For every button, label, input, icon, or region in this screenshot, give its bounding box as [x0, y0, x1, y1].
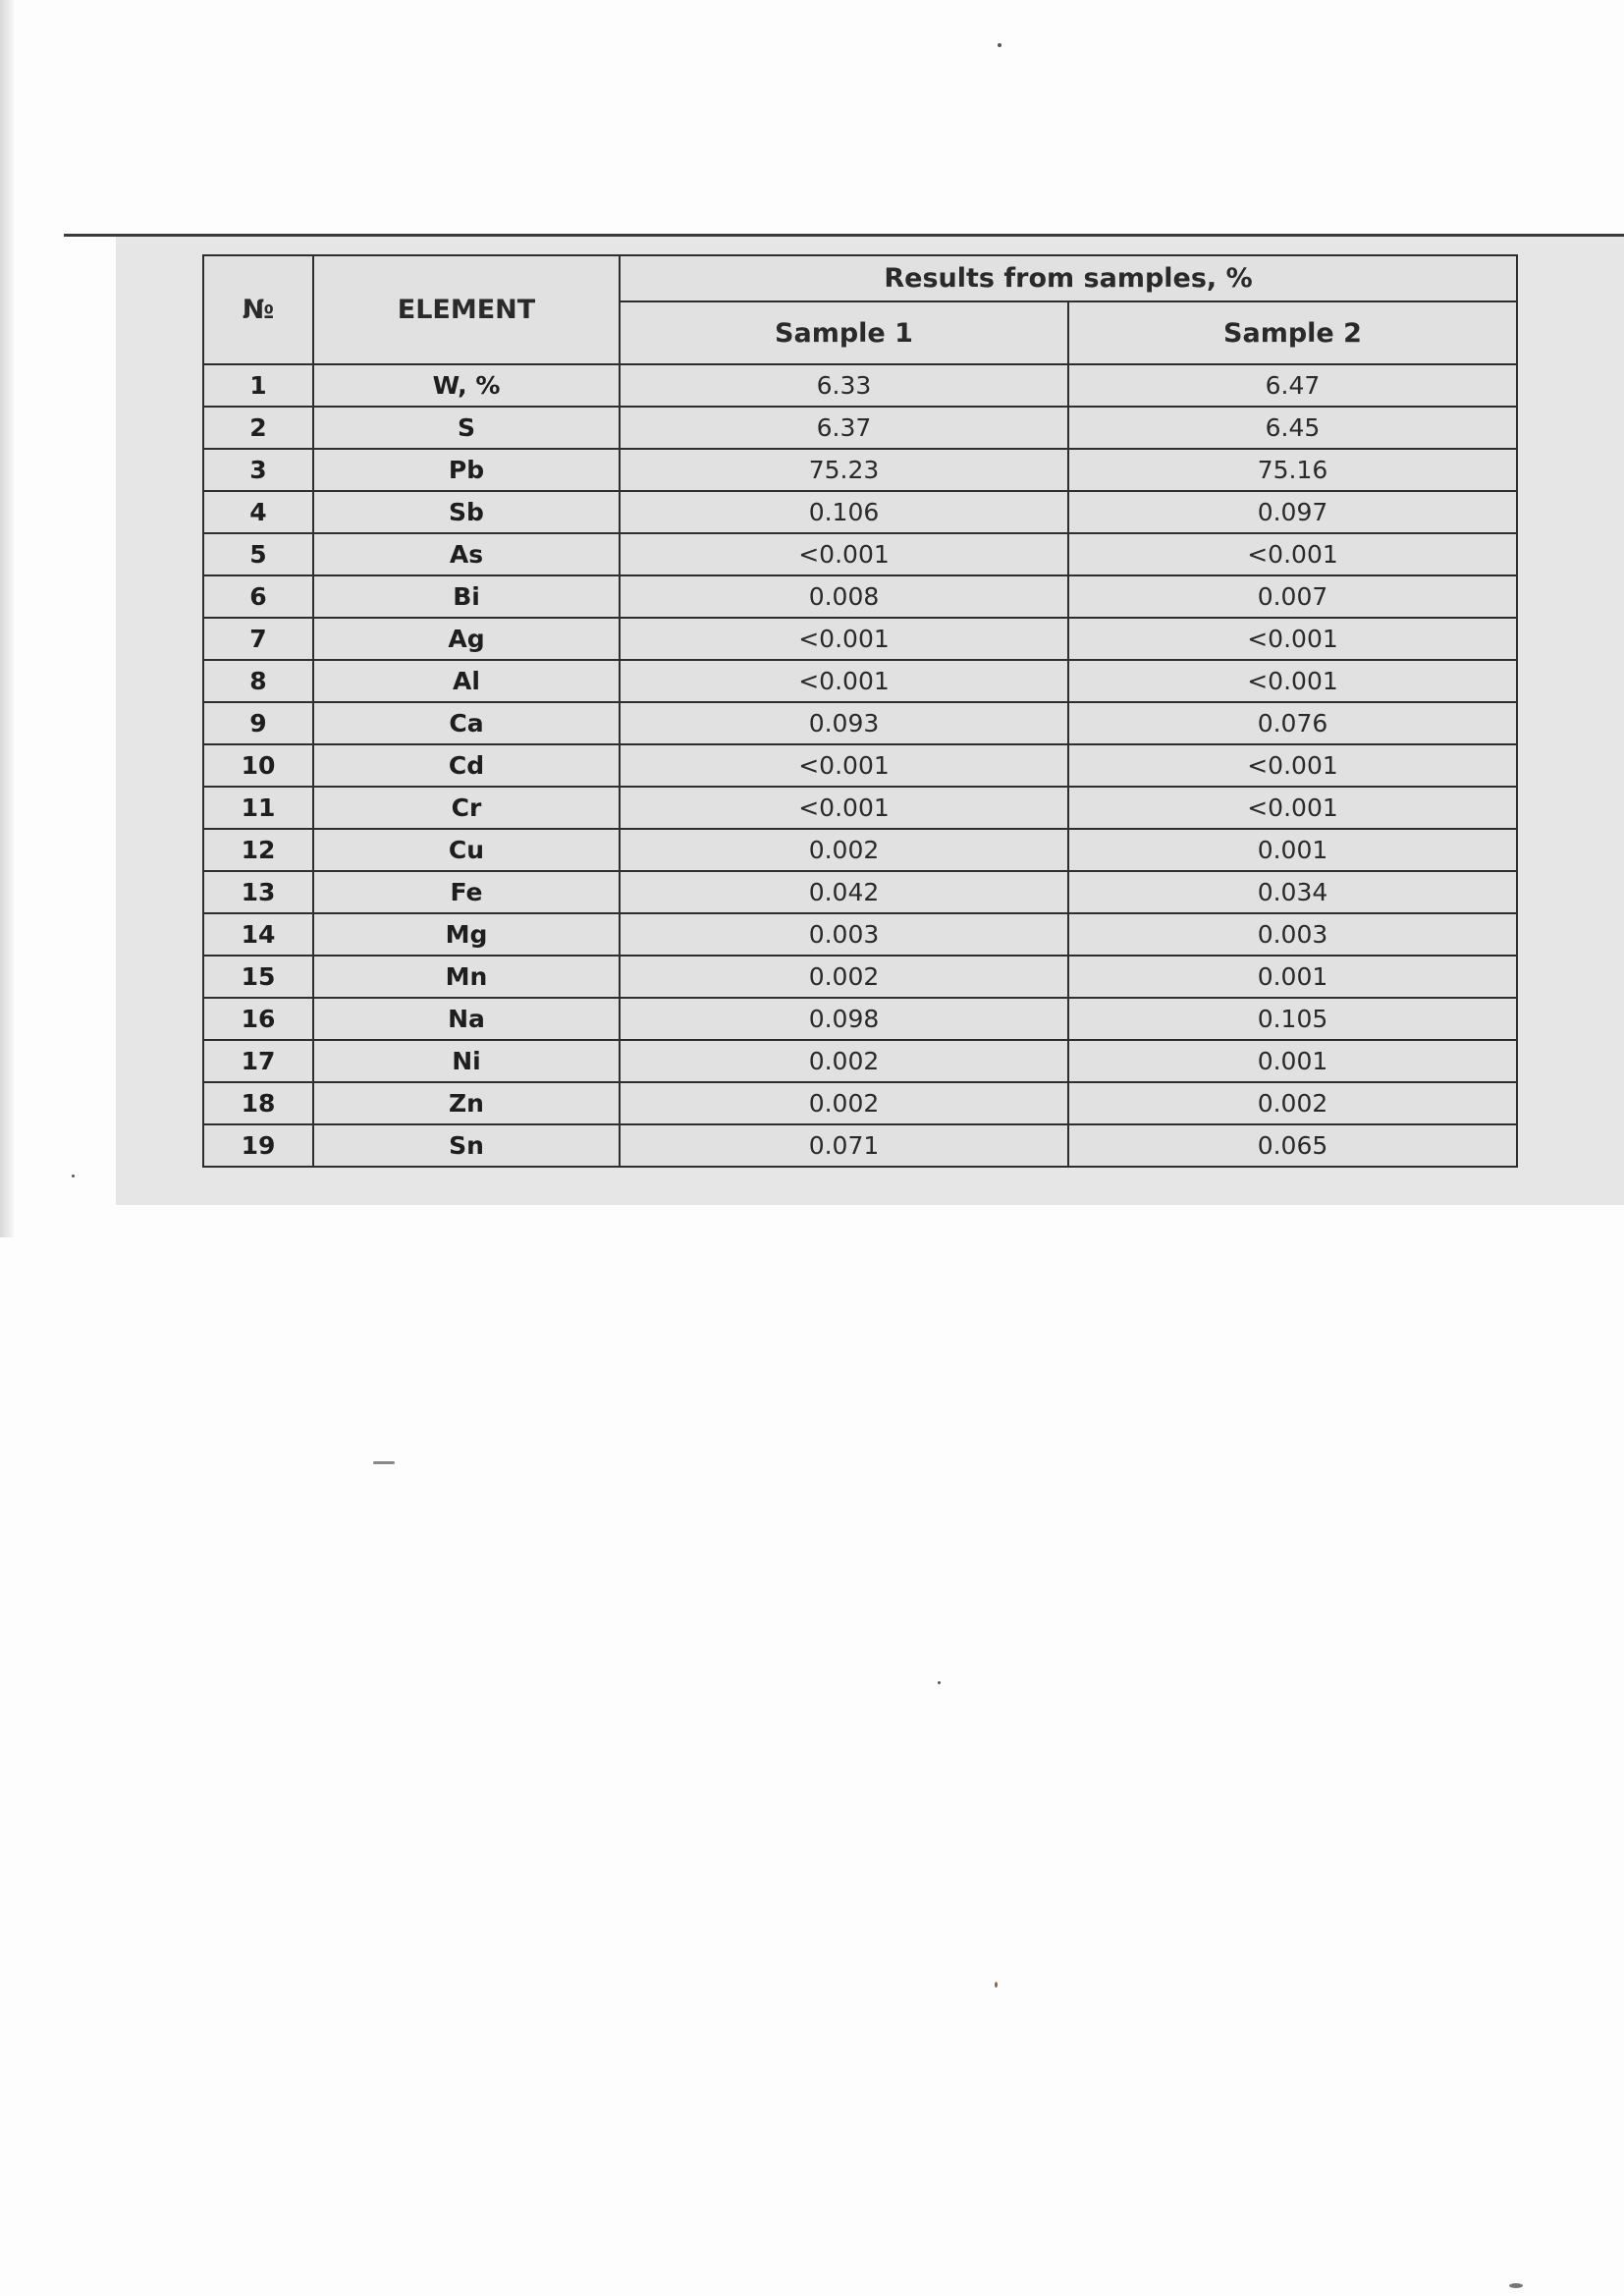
row-sample-1-value: <0.001	[620, 533, 1068, 575]
table-row	[203, 829, 1517, 871]
row-number: 10	[203, 744, 313, 787]
row-sample-1-value: <0.001	[620, 744, 1068, 787]
row-number: 17	[203, 1040, 313, 1082]
row-sample-1-value: <0.001	[620, 660, 1068, 702]
row-sample-1-value: 0.002	[620, 829, 1068, 871]
table-row	[203, 956, 1517, 998]
table-row	[203, 618, 1517, 660]
table-row	[203, 787, 1517, 829]
row-sample-2-value: 0.034	[1068, 871, 1517, 913]
row-element: S	[313, 407, 620, 449]
row-sample-1-value: 0.106	[620, 491, 1068, 533]
row-element: Zn	[313, 1082, 620, 1124]
row-element: Mn	[313, 956, 620, 998]
row-element: Na	[313, 998, 620, 1040]
row-element: Ni	[313, 1040, 620, 1082]
table-row	[203, 998, 1517, 1040]
scan-speck	[938, 1681, 941, 1684]
row-element: Mg	[313, 913, 620, 956]
table-row	[203, 660, 1517, 702]
row-number: 16	[203, 998, 313, 1040]
row-element: Ca	[313, 702, 620, 744]
row-number: 5	[203, 533, 313, 575]
row-number: 4	[203, 491, 313, 533]
row-sample-1-value: 6.33	[620, 364, 1068, 407]
row-element: As	[313, 533, 620, 575]
row-sample-2-value: 6.47	[1068, 364, 1517, 407]
row-sample-2-value: 0.076	[1068, 702, 1517, 744]
column-header-sample-1: Sample 1	[620, 301, 1068, 364]
row-sample-2-value: 0.065	[1068, 1124, 1517, 1167]
table-row	[203, 533, 1517, 575]
row-element: Cd	[313, 744, 620, 787]
column-header-number: №	[203, 255, 313, 364]
column-group-header-results: Results from samples, %	[620, 255, 1517, 301]
row-sample-1-value: <0.001	[620, 787, 1068, 829]
row-element: Ag	[313, 618, 620, 660]
scan-speck	[72, 1175, 75, 1177]
row-sample-1-value: 0.093	[620, 702, 1068, 744]
table-row	[203, 913, 1517, 956]
table-row	[203, 871, 1517, 913]
row-sample-1-value: 6.37	[620, 407, 1068, 449]
paper-edge	[0, 0, 14, 1237]
table-row	[203, 702, 1517, 744]
row-sample-2-value: 0.007	[1068, 575, 1517, 618]
row-sample-1-value: 0.002	[620, 956, 1068, 998]
table-row	[203, 449, 1517, 491]
row-sample-2-value: <0.001	[1068, 787, 1517, 829]
row-sample-2-value: <0.001	[1068, 744, 1517, 787]
table-row	[203, 744, 1517, 787]
row-number: 3	[203, 449, 313, 491]
row-sample-1-value: 0.003	[620, 913, 1068, 956]
row-number: 19	[203, 1124, 313, 1167]
results-table	[202, 254, 1518, 1168]
row-element: Cr	[313, 787, 620, 829]
column-header-element: ELEMENT	[313, 255, 620, 364]
row-sample-2-value: 0.097	[1068, 491, 1517, 533]
table-body	[203, 364, 1517, 1167]
row-sample-1-value: 0.002	[620, 1040, 1068, 1082]
scan-speck	[998, 43, 1001, 47]
row-element: Bi	[313, 575, 620, 618]
row-number: 8	[203, 660, 313, 702]
row-sample-2-value: <0.001	[1068, 618, 1517, 660]
row-number: 15	[203, 956, 313, 998]
row-number: 13	[203, 871, 313, 913]
row-sample-2-value: <0.001	[1068, 533, 1517, 575]
row-number: 1	[203, 364, 313, 407]
scan-speck	[373, 1461, 395, 1464]
scan-speck	[1509, 2283, 1523, 2288]
row-number: 7	[203, 618, 313, 660]
row-number: 6	[203, 575, 313, 618]
row-sample-1-value: 0.098	[620, 998, 1068, 1040]
row-number: 2	[203, 407, 313, 449]
table-row	[203, 364, 1517, 407]
row-element: Sn	[313, 1124, 620, 1167]
table-row	[203, 1082, 1517, 1124]
row-sample-1-value: 0.071	[620, 1124, 1068, 1167]
row-number: 9	[203, 702, 313, 744]
row-element: W, %	[313, 364, 620, 407]
row-element: Fe	[313, 871, 620, 913]
table-row	[203, 407, 1517, 449]
row-number: 18	[203, 1082, 313, 1124]
header-row-top	[203, 255, 1517, 301]
row-sample-1-value: 75.23	[620, 449, 1068, 491]
row-sample-2-value: <0.001	[1068, 660, 1517, 702]
row-sample-2-value: 0.001	[1068, 829, 1517, 871]
table-row	[203, 491, 1517, 533]
row-element: Sb	[313, 491, 620, 533]
row-element: Pb	[313, 449, 620, 491]
row-sample-1-value: 0.008	[620, 575, 1068, 618]
row-number: 11	[203, 787, 313, 829]
row-number: 12	[203, 829, 313, 871]
column-header-sample-2: Sample 2	[1068, 301, 1517, 364]
row-sample-2-value: 0.002	[1068, 1082, 1517, 1124]
row-number: 14	[203, 913, 313, 956]
row-sample-2-value: 0.003	[1068, 913, 1517, 956]
row-sample-2-value: 6.45	[1068, 407, 1517, 449]
row-sample-1-value: <0.001	[620, 618, 1068, 660]
row-sample-2-value: 75.16	[1068, 449, 1517, 491]
row-element: Al	[313, 660, 620, 702]
row-sample-2-value: 0.105	[1068, 998, 1517, 1040]
table-row	[203, 575, 1517, 618]
row-element: Cu	[313, 829, 620, 871]
row-sample-1-value: 0.042	[620, 871, 1068, 913]
row-sample-2-value: 0.001	[1068, 1040, 1517, 1082]
scan-speck	[995, 1982, 998, 1988]
row-sample-1-value: 0.002	[620, 1082, 1068, 1124]
table-row	[203, 1124, 1517, 1167]
table-row	[203, 1040, 1517, 1082]
row-sample-2-value: 0.001	[1068, 956, 1517, 998]
